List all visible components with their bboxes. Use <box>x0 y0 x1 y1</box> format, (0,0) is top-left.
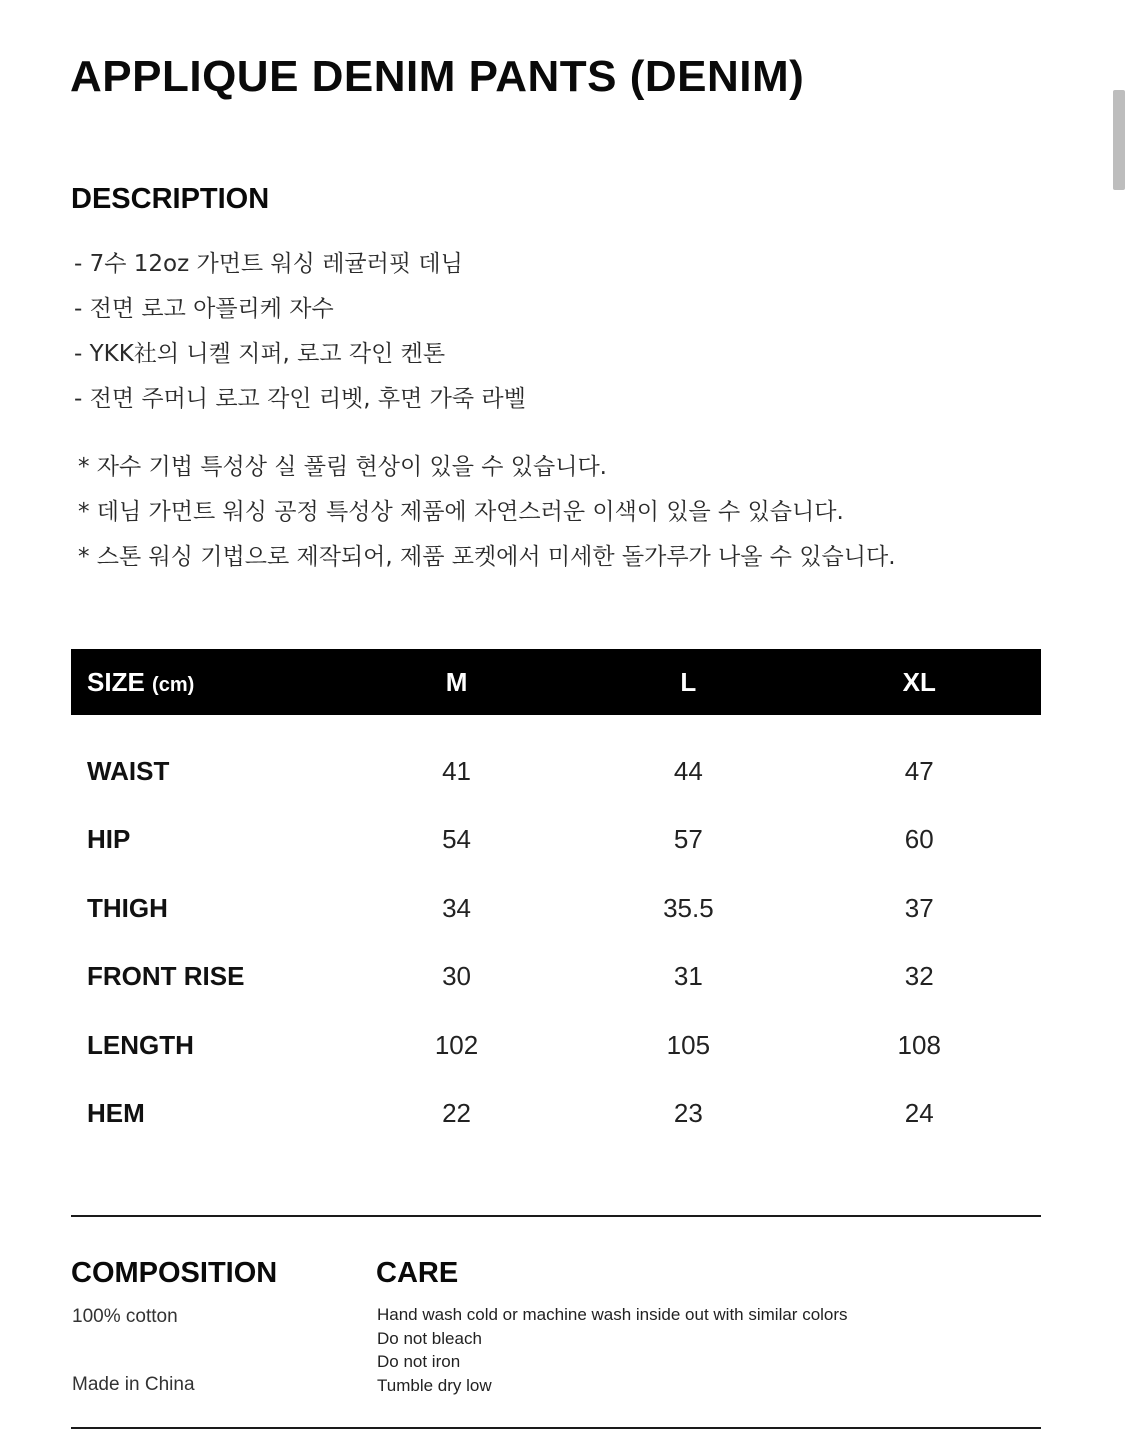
table-cell: 57 <box>673 824 703 855</box>
description-item: - 전면 주머니 로고 각인 리벳, 후면 가죽 라벨 <box>74 386 526 412</box>
composition-material: 100% cotton <box>72 1306 178 1327</box>
table-cell: 22 <box>442 1098 471 1129</box>
size-header-l: L <box>680 666 697 697</box>
row-label: HEM <box>87 1098 145 1129</box>
size-header-xl: XL <box>902 666 936 697</box>
table-row <box>71 1011 1041 1080</box>
table-cell: 30 <box>442 961 471 992</box>
size-table-header <box>71 649 1041 715</box>
composition-heading: COMPOSITION <box>71 1257 278 1289</box>
table-cell: 35.5 <box>663 892 714 923</box>
description-heading: DESCRIPTION <box>71 183 270 215</box>
table-cell: 108 <box>897 1029 941 1060</box>
care-item: Do not iron <box>377 1352 461 1371</box>
note-item: * 자수 기법 특성상 실 풀림 현상이 있을 수 있습니다. <box>78 454 607 480</box>
table-cell: 44 <box>673 755 703 786</box>
table-row <box>71 806 1041 875</box>
table-cell: 102 <box>434 1029 479 1060</box>
row-label: WAIST <box>87 755 170 786</box>
size-header-m: M <box>445 666 468 697</box>
care-heading: CARE <box>376 1257 459 1289</box>
size-header-label <box>71 649 334 715</box>
note-item: * 스톤 워싱 기법으로 제작되어, 제품 포켓에서 미세한 돌가루가 나올 수 있습니다. <box>78 544 896 570</box>
care-item: Do not bleach <box>377 1328 482 1348</box>
table-cell: 47 <box>904 755 934 786</box>
row-label: HIP <box>87 824 131 855</box>
care-item: Tumble dry low <box>377 1375 492 1395</box>
product-title: APPLIQUE DENIM PANTS (DENIM) <box>70 52 805 101</box>
size-header-text: SIZE <box>87 666 145 697</box>
row-label: LENGTH <box>87 1029 194 1060</box>
table-row <box>71 1080 1041 1149</box>
size-unit: (cm) <box>152 673 195 696</box>
description-item: - 전면 로고 아플리케 자수 <box>74 296 334 322</box>
care-list <box>377 1303 848 1397</box>
row-label: THIGH <box>87 892 168 923</box>
table-cell: 105 <box>666 1029 711 1060</box>
table-cell: 32 <box>904 961 934 992</box>
note-item: * 데님 가먼트 워싱 공정 특성상 제품에 자연스러운 이색이 있을 수 있습니다. <box>78 499 844 525</box>
section-divider <box>71 1427 1041 1429</box>
table-row <box>71 737 1041 806</box>
composition-origin: Made in China <box>72 1374 195 1395</box>
table-cell: 41 <box>442 755 471 786</box>
size-table <box>71 649 1041 1148</box>
scrollbar-thumb[interactable] <box>1113 90 1125 190</box>
table-row <box>71 874 1041 943</box>
description-item: - YKK社의 니켈 지퍼, 로고 각인 켄톤 <box>74 341 446 367</box>
care-item: Hand wash cold or machine wash inside out with similar colors <box>377 1305 848 1324</box>
table-cell: 34 <box>442 892 471 923</box>
description-item: - 7수 12oz 가먼트 워싱 레귤러핏 데님 <box>74 251 463 277</box>
table-cell: 54 <box>442 824 471 855</box>
section-divider <box>71 1215 1041 1217</box>
notes-list <box>78 445 896 580</box>
table-cell: 60 <box>904 824 934 855</box>
row-label: FRONT RISE <box>87 961 245 992</box>
table-row <box>71 943 1041 1012</box>
table-cell: 31 <box>673 961 703 992</box>
table-cell: 24 <box>904 1098 934 1129</box>
table-cell: 37 <box>904 892 934 923</box>
table-cell: 23 <box>673 1098 703 1129</box>
description-list <box>74 242 526 422</box>
